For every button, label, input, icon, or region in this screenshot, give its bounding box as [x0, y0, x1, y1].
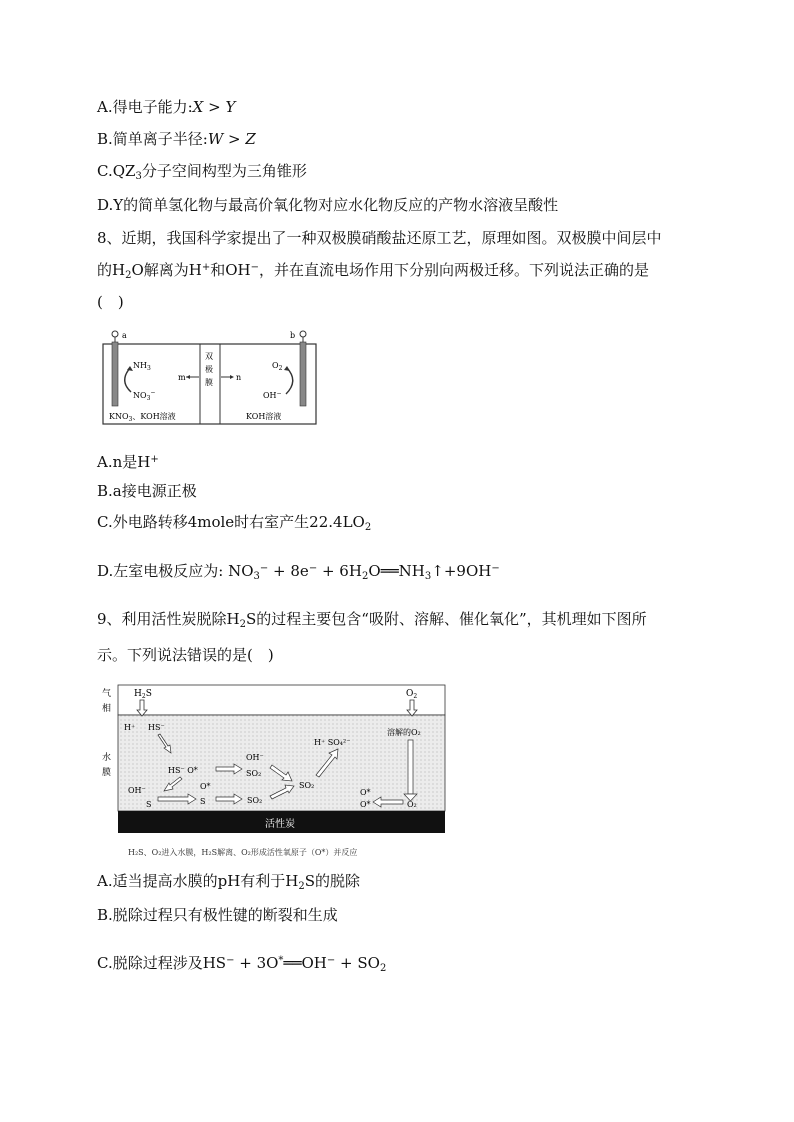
right-solution-label: KOH溶液 [246, 412, 282, 421]
n-label: n [236, 373, 242, 382]
m-arrowhead [186, 375, 190, 379]
q9-mechanism-svg [100, 683, 450, 861]
electrode-a-terminal [112, 331, 118, 337]
electrode-b [300, 342, 306, 406]
electrode-b-terminal [300, 331, 306, 337]
water-film-label-2: 膜 [102, 768, 112, 778]
q9-stem-line2: 示。下列说法错误的是( ) [97, 646, 274, 664]
activated-carbon-label: 活性炭 [265, 819, 295, 830]
q9-option-b: B.脱除过程只有极性键的断裂和生成 [97, 906, 338, 924]
so2-upper-label: SO₂ [246, 769, 262, 778]
membrane-char-2: 极 [205, 365, 213, 374]
dissolved-o2-shaft [408, 740, 413, 794]
q9-option-c: C.脱除过程涉及HS− + 3O*══OH− + $SO_2$ [97, 954, 387, 974]
membrane-char-1: 双 [205, 352, 213, 361]
q7-option-d: D.Y的简单氢化物与最高价氧化物对应水化物反应的产物水溶液呈酸性 [97, 196, 559, 214]
q9-figure-caption: H₂S、O₂进入水膜，H₂S解离、O₂形成活性氧原子（O*）并反应 [128, 848, 358, 857]
q8-stem-line2: 的$H_2O$解离为H+和OH−，并在直流电场作用下分别向两极迁移。下列说法正确的是 [97, 261, 650, 281]
h-plus-label: H⁺ [124, 723, 136, 732]
o-star-1-label: O* [360, 788, 371, 797]
hs-o-star-label: HS⁻ O* [168, 766, 198, 775]
q9-stem-line1: 9、利用活性炭脱除$H_2S$的过程主要包含“吸附、溶解、催化氧化”，其机理如下图所 [97, 610, 647, 630]
o-star-upper-label: O* [200, 782, 211, 791]
q8-cell-svg [100, 326, 326, 428]
o2-bottom-label: O₂ [407, 800, 417, 809]
q7-option-c: $C.QZ_3$分子空间构型为三角锥形 [97, 162, 307, 182]
hs-minus-label: HS⁻ [148, 723, 165, 732]
q8-option-a: A.n是H+ [97, 453, 159, 471]
left-curved-arrow [125, 368, 131, 392]
gas-phase-region [118, 685, 445, 715]
gas-phase-label-1: 气 [102, 689, 112, 699]
right-arrowhead [284, 366, 290, 371]
gas-phase-label-2: 相 [102, 704, 112, 714]
o2-gas-label: $O_2$ [406, 689, 418, 700]
right-curved-arrow [286, 368, 293, 394]
water-film-label-1: 水 [102, 753, 112, 763]
oh-upper-label: OH⁻ [246, 753, 264, 762]
q8-electrolysis-diagram [100, 326, 326, 428]
h-so4-label: H⁺ SO₄²⁻ [314, 738, 351, 747]
left-solution-label: $KNO_3$、KOH溶液 [109, 412, 176, 423]
no3-label: $NO_3^-$ [133, 389, 156, 402]
o2-label: $O_2$ [272, 361, 283, 372]
nh3-label: $NH_3$ [133, 361, 151, 372]
electrode-a-label: a [122, 331, 127, 340]
q8-stem-line1: 8、近期，我国科学家提出了一种双极膜硝酸盐还原工艺，原理如图。双极膜中间层中 [97, 229, 662, 247]
h2s-gas-label: $H_2S$ [134, 689, 152, 700]
oh-label: OH− [263, 390, 282, 400]
q8-option-b: B.a接电源正极 [97, 482, 197, 500]
membrane-char-3: 膜 [205, 378, 213, 387]
o-star-2-label: O* [360, 800, 371, 809]
n-arrowhead [230, 375, 234, 379]
q7-option-a: A.得电子能力:X > Y [97, 98, 236, 116]
oh-lower-label: OH⁻ [128, 786, 146, 795]
q9-option-a: A.适当提高水膜的pH有利于$H_2S$的脱除 [97, 872, 361, 892]
so2-low-label: SO₂ [247, 796, 263, 805]
m-label: m [178, 373, 186, 382]
q8-option-c: C.外电路转移4mole时右室产生$22.4LO_2$ [97, 513, 372, 533]
so2-mid-label: SO₂ [299, 781, 315, 790]
s-right-label: S [200, 797, 206, 806]
electrode-a [112, 342, 118, 406]
s-lower-label: S [146, 800, 152, 809]
dissolved-o2-label: 溶解的O₂ [387, 728, 421, 737]
q8-option-d: D.左室电极反应为: $NO_3^- + 8e^-$ + $6H_2O══NH_3↑+9OH^-$ [97, 562, 500, 582]
q7-option-b: B.简单离子半径:W > Z [97, 130, 256, 148]
electrode-b-label: b [290, 331, 296, 340]
q9-mechanism-diagram [100, 683, 450, 861]
q8-stem-line3: ( ) [97, 293, 124, 311]
